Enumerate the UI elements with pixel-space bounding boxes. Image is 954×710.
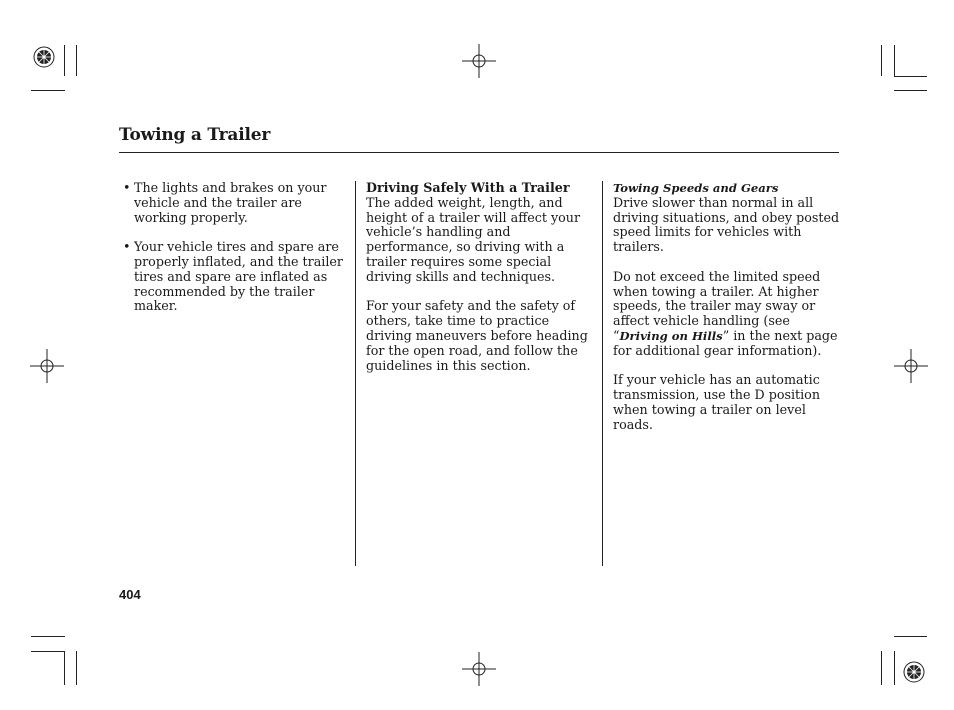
column-2	[366, 181, 598, 388]
crop-mark	[31, 636, 65, 637]
column-1	[119, 181, 349, 329]
section-towing-speeds	[613, 181, 845, 255]
crop-mark	[894, 76, 927, 77]
paragraph: For your safety and the safety of others, take time to practice driving maneuvers before heading for the open road, and follow the guidelines in this section.	[366, 298, 588, 373]
crop-mark	[76, 651, 77, 685]
section-driving-safely	[366, 181, 598, 285]
paragraph-text: Do not exceed the limited speed when towing a trailer. At higher speeds, the trailer may sway or affect vehicle handling (see “	[613, 268, 821, 343]
crosshair-icon	[462, 652, 496, 686]
page-title: Towing a Trailer	[119, 125, 271, 145]
crop-mark	[31, 651, 65, 652]
bullet-text: Your vehicle tires and spare are properly inflated, and the trailer tires and spare are inflated as recommended by the trailer maker.	[134, 239, 343, 314]
registration-mark-icon	[33, 46, 55, 68]
paragraph	[613, 270, 845, 359]
bullet-icon: •	[123, 239, 131, 255]
bullet-text: The lights and brakes on your vehicle and the trailer are working properly.	[134, 180, 327, 225]
crop-mark	[76, 45, 77, 76]
paragraph-text: ” in the next page for additional gear information).	[613, 327, 838, 358]
section-heading: Towing Speeds and Gears	[613, 181, 779, 195]
crop-mark	[881, 651, 882, 685]
crosshair-icon	[462, 44, 496, 78]
crosshair-icon	[894, 349, 928, 383]
crop-mark	[894, 90, 927, 91]
list-item	[119, 240, 349, 314]
title-divider	[119, 152, 839, 153]
column-divider	[355, 181, 356, 566]
list-item	[119, 181, 349, 225]
cross-reference-link[interactable]: Driving on Hills	[619, 328, 723, 343]
paragraph: The added weight, length, and height of a trailer will affect your vehicle’s handling and performance, so driving with a trailer requires some special driving skills and techniques.	[366, 194, 581, 284]
crop-mark	[881, 45, 882, 76]
page-number: 404	[119, 587, 141, 602]
crop-mark	[64, 651, 65, 685]
paragraph: Drive slower than normal in all driving situations, and obey posted speed limits for vehicles with trailers.	[613, 194, 840, 255]
bullet-icon: •	[123, 180, 131, 195]
crop-mark	[894, 636, 927, 637]
column-divider	[602, 181, 603, 566]
registration-mark-icon	[903, 661, 925, 683]
crop-mark	[894, 651, 895, 685]
crop-mark	[894, 45, 895, 76]
section-heading: Driving Safely With a Trailer	[366, 180, 570, 195]
paragraph: If your vehicle has an automatic transmission, use the D position when towing a trailer on level roads.	[613, 372, 820, 432]
crop-mark	[64, 45, 65, 76]
column-3	[613, 181, 845, 447]
crosshair-icon	[30, 349, 64, 383]
crop-mark	[31, 90, 65, 91]
